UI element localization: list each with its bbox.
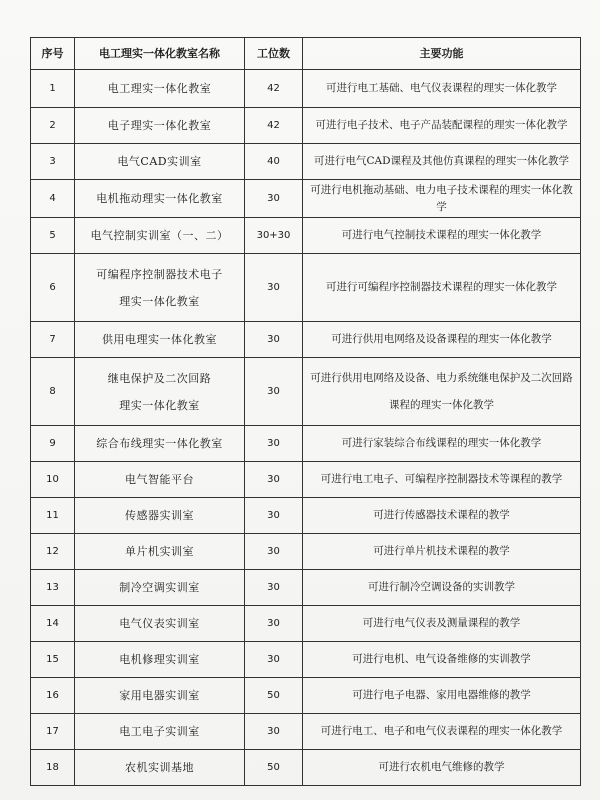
- function-line: 可进行单片机技术课程的教学: [373, 545, 510, 557]
- room-name-line: 家用电器实训室: [119, 689, 200, 702]
- room-name-line: 农机实训基地: [125, 761, 194, 774]
- cell-room-name: [75, 462, 245, 498]
- cell-no: 5: [31, 218, 75, 254]
- function-line: 可进行电机拖动基础、电力电子技术课程的理实一体化教学: [310, 183, 573, 213]
- cell-seats: 30: [245, 534, 303, 570]
- room-name-line: 电机拖动理实一体化教室: [96, 192, 223, 205]
- table-header-row: [31, 38, 581, 70]
- cell-main-function: [303, 606, 581, 642]
- cell-room-name: [75, 218, 245, 254]
- room-name-line: 电气智能平台: [125, 473, 194, 486]
- cell-main-function: [303, 570, 581, 606]
- table-row: [31, 180, 581, 218]
- table-row: [31, 534, 581, 570]
- cell-seats: 30: [245, 358, 303, 426]
- cell-no: 6: [31, 254, 75, 322]
- table-row: [31, 498, 581, 534]
- function-line: 可进行电机、电气设备维修的实训教学: [352, 653, 531, 665]
- cell-main-function: [303, 144, 581, 180]
- table-row: [31, 426, 581, 462]
- cell-room-name: [75, 714, 245, 750]
- cell-room-name: [75, 70, 245, 108]
- room-name-line: 电工电子实训室: [119, 725, 200, 738]
- cell-seats: 50: [245, 750, 303, 786]
- function-line: 可进行电工基础、电气仪表课程的理实一体化教学: [326, 82, 557, 94]
- table-row: [31, 462, 581, 498]
- cell-seats: 50: [245, 678, 303, 714]
- header-seats: 工位数: [245, 38, 303, 70]
- table-row: [31, 570, 581, 606]
- cell-no: 9: [31, 426, 75, 462]
- cell-room-name: [75, 750, 245, 786]
- cell-no: 3: [31, 144, 75, 180]
- function-line: 课程的理实一体化教学: [389, 398, 494, 411]
- cell-seats: 40: [245, 144, 303, 180]
- classroom-table: [30, 37, 581, 786]
- cell-room-name: [75, 570, 245, 606]
- cell-no: 17: [31, 714, 75, 750]
- cell-main-function: [303, 462, 581, 498]
- cell-room-name: [75, 254, 245, 322]
- cell-room-name: [75, 606, 245, 642]
- room-name-line: 电气仪表实训室: [119, 617, 200, 630]
- table-row: [31, 108, 581, 144]
- function-line: 可进行供用电网络及设备课程的理实一体化教学: [331, 333, 552, 345]
- table-row: [31, 218, 581, 254]
- cell-no: 8: [31, 358, 75, 426]
- table-row: [31, 322, 581, 358]
- cell-main-function: [303, 750, 581, 786]
- cell-no: 7: [31, 322, 75, 358]
- cell-seats: 30+30: [245, 218, 303, 254]
- table-body: [31, 70, 581, 786]
- cell-room-name: [75, 180, 245, 218]
- function-line: 可进行电工、电子和电气仪表课程的理实一体化教学: [320, 725, 563, 737]
- cell-main-function: [303, 322, 581, 358]
- table-row: [31, 144, 581, 180]
- cell-room-name: [75, 108, 245, 144]
- room-name-line: 单片机实训室: [125, 545, 194, 558]
- cell-no: 2: [31, 108, 75, 144]
- cell-seats: 42: [245, 70, 303, 108]
- room-name-line: 电工理实一体化教室: [107, 82, 212, 95]
- cell-room-name: [75, 358, 245, 426]
- cell-main-function: [303, 254, 581, 322]
- room-name-line: 电气CAD实训室: [117, 155, 202, 168]
- cell-room-name: [75, 322, 245, 358]
- table-row: [31, 678, 581, 714]
- cell-main-function: [303, 70, 581, 108]
- function-line: 可进行电气仪表及测量课程的教学: [362, 617, 521, 629]
- cell-seats: 30: [245, 570, 303, 606]
- table-row: [31, 254, 581, 322]
- cell-no: 11: [31, 498, 75, 534]
- function-line: 可进行电子技术、电子产品装配课程的理实一体化教学: [315, 119, 568, 131]
- cell-main-function: [303, 108, 581, 144]
- cell-main-function: [303, 678, 581, 714]
- cell-seats: 30: [245, 462, 303, 498]
- function-line: 可进行传感器技术课程的教学: [373, 509, 510, 521]
- room-name-line: 电气控制实训室（一、二）: [90, 229, 229, 242]
- table-row: [31, 642, 581, 678]
- function-line: 可进行制冷空调设备的实训教学: [368, 581, 515, 593]
- cell-seats: 30: [245, 642, 303, 678]
- cell-no: 1: [31, 70, 75, 108]
- room-name-line: 理实一体化教室: [119, 398, 200, 412]
- cell-seats: 30: [245, 180, 303, 218]
- function-line: 可进行供用电网络及设备、电力系统继电保护及二次回路: [310, 371, 573, 384]
- table-row: [31, 358, 581, 426]
- function-line: 可进行电工电子、可编程序控制器技术等课程的教学: [320, 473, 563, 485]
- cell-room-name: [75, 642, 245, 678]
- room-name-line: 可编程序控制器技术电子: [96, 267, 223, 281]
- cell-seats: 30: [245, 606, 303, 642]
- cell-seats: 42: [245, 108, 303, 144]
- room-name-line: 制冷空调实训室: [119, 581, 200, 594]
- header-room-name: 电工理实一体化教室名称: [75, 38, 245, 70]
- room-name-line: 继电保护及二次回路: [107, 371, 212, 385]
- room-name-line: 电机修理实训室: [119, 653, 200, 666]
- room-name-line: 供用电理实一体化教室: [102, 333, 217, 346]
- function-line: 可进行农机电气维修的教学: [378, 761, 505, 773]
- cell-seats: 30: [245, 254, 303, 322]
- room-name-line: 理实一体化教室: [119, 294, 200, 308]
- table-row: [31, 606, 581, 642]
- table-row: [31, 70, 581, 108]
- cell-no: 10: [31, 462, 75, 498]
- cell-main-function: [303, 218, 581, 254]
- cell-seats: 30: [245, 322, 303, 358]
- cell-main-function: [303, 426, 581, 462]
- cell-no: 16: [31, 678, 75, 714]
- cell-main-function: [303, 714, 581, 750]
- cell-seats: 30: [245, 498, 303, 534]
- cell-room-name: [75, 498, 245, 534]
- cell-no: 4: [31, 180, 75, 218]
- cell-no: 15: [31, 642, 75, 678]
- room-name-line: 电子理实一体化教室: [107, 119, 212, 132]
- cell-main-function: [303, 642, 581, 678]
- cell-room-name: [75, 534, 245, 570]
- room-name-line: 综合布线理实一体化教室: [96, 437, 223, 450]
- table-row: [31, 714, 581, 750]
- cell-no: 13: [31, 570, 75, 606]
- cell-room-name: [75, 426, 245, 462]
- header-main-function: 主要功能: [303, 38, 581, 70]
- cell-no: 14: [31, 606, 75, 642]
- function-line: 可进行电气控制技术课程的理实一体化教学: [341, 229, 542, 241]
- cell-main-function: [303, 498, 581, 534]
- function-line: 可进行电子电器、家用电器维修的教学: [352, 689, 531, 701]
- function-line: 可进行可编程序控制器技术课程的理实一体化教学: [326, 281, 557, 293]
- table-row: [31, 750, 581, 786]
- cell-room-name: [75, 144, 245, 180]
- cell-no: 18: [31, 750, 75, 786]
- function-line: 可进行家装综合布线课程的理实一体化教学: [341, 437, 542, 449]
- room-name-line: 传感器实训室: [125, 509, 194, 522]
- cell-main-function: [303, 358, 581, 426]
- cell-main-function: [303, 180, 581, 218]
- cell-seats: 30: [245, 714, 303, 750]
- cell-room-name: [75, 678, 245, 714]
- function-line: 可进行电气CAD课程及其他仿真课程的理实一体化教学: [313, 155, 570, 167]
- cell-main-function: [303, 534, 581, 570]
- cell-seats: 30: [245, 426, 303, 462]
- cell-no: 12: [31, 534, 75, 570]
- header-no: 序号: [31, 38, 75, 70]
